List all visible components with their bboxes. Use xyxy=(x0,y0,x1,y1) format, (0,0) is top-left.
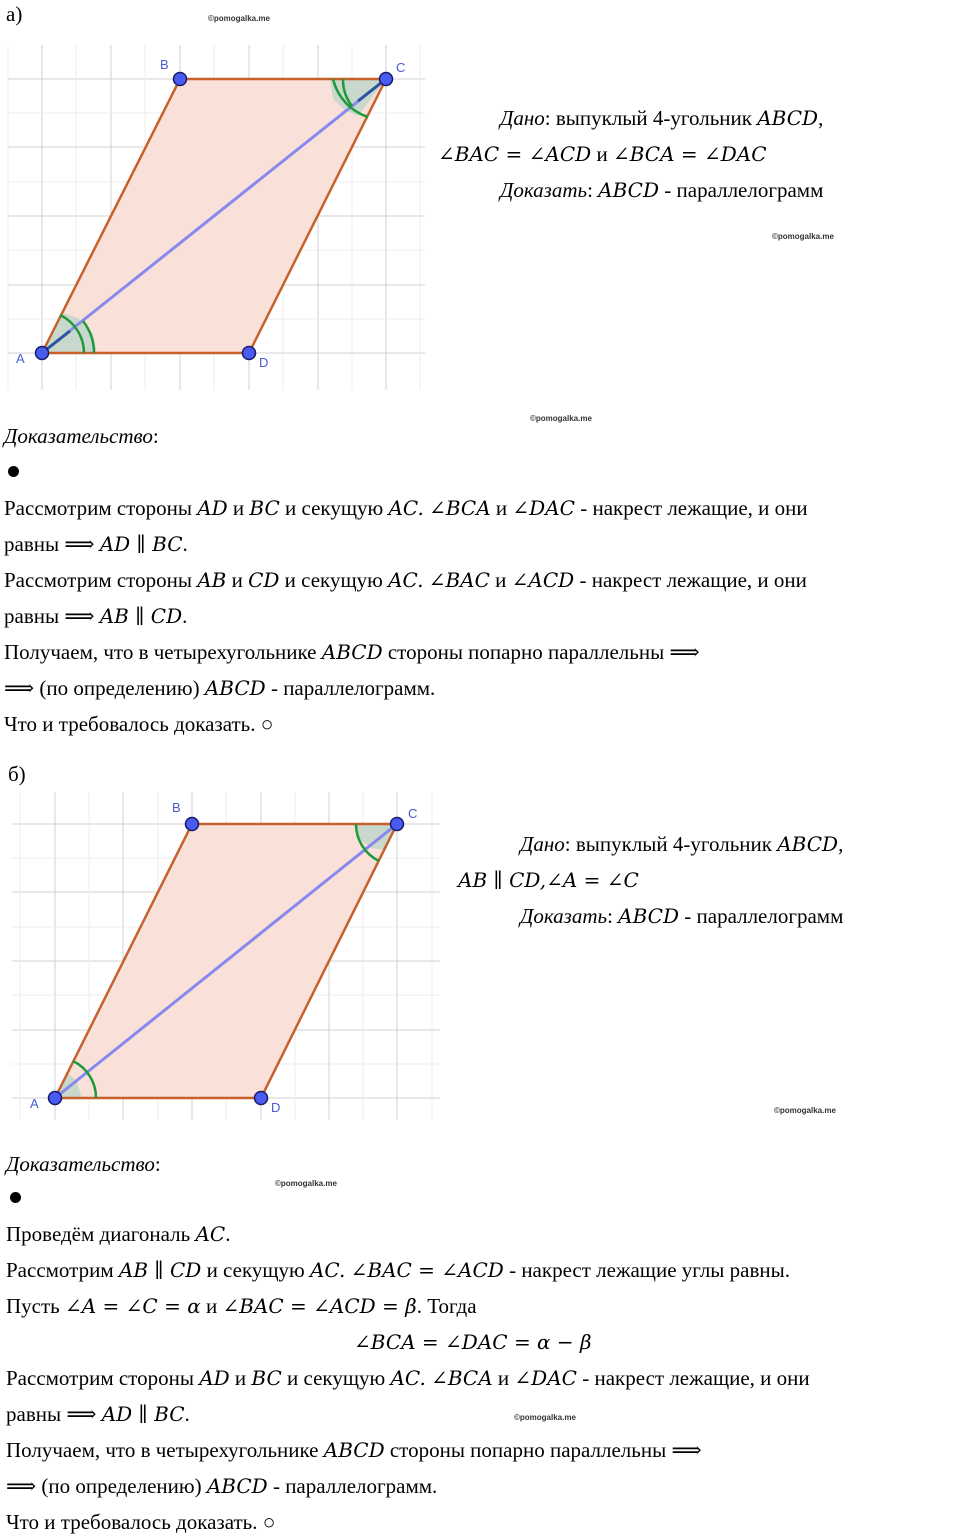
text-segment: - накрест лежащие, и они xyxy=(574,496,808,520)
text-segment: Получаем, что в четырехугольнике xyxy=(4,640,322,664)
text-segment: равны ⟹ xyxy=(4,604,100,628)
part-b-prove xyxy=(520,898,843,934)
text-segment: : xyxy=(587,178,599,202)
math-expression: AD xyxy=(197,496,228,520)
part-a-prove xyxy=(500,172,823,208)
part-a-line-3 xyxy=(4,562,807,598)
text-segment: , xyxy=(838,832,844,856)
text-segment: : xyxy=(152,424,159,448)
text-segment: и xyxy=(229,1366,252,1390)
math-expression: ∠DAC xyxy=(512,496,575,520)
math-expression: CD xyxy=(248,568,280,592)
part-a-line-2 xyxy=(4,526,188,562)
math-expression: AB ∥ CD xyxy=(118,1258,202,1282)
math-expression: ∠ACD xyxy=(511,568,575,592)
math-expression: ∠DAC xyxy=(514,1366,577,1390)
text-segment: Проведём диагональ xyxy=(6,1222,196,1246)
figure-b-point-d xyxy=(255,1092,268,1105)
text-segment: стороны попарно параллельны ⟹ xyxy=(384,1438,702,1462)
math-expression: AC xyxy=(195,1222,226,1246)
part-a-given-line2 xyxy=(438,136,767,172)
text-segment: : выпуклый 4-угольник xyxy=(544,106,758,130)
math-expression: AC. xyxy=(388,496,424,520)
text-segment: . xyxy=(184,1402,190,1426)
part-b-bullet xyxy=(10,1192,21,1203)
math-expression: ∠BAC = ∠ACD xyxy=(350,1258,504,1282)
text-segment: - накрест лежащие углы равны. xyxy=(503,1258,791,1282)
text-segment: и xyxy=(490,496,513,520)
figure-b-label-d: D xyxy=(271,1100,281,1115)
text-segment: Доказательство xyxy=(6,1152,155,1176)
part-b-proof-label xyxy=(6,1146,161,1182)
math-expression: AC. xyxy=(390,1366,426,1390)
math-expression: ∠BCA xyxy=(429,496,491,520)
part-b-line-6 xyxy=(6,1396,190,1432)
math-expression: AB xyxy=(197,568,227,592)
figure-a-point-d xyxy=(243,347,256,360)
text-segment: равны ⟹ xyxy=(4,532,100,556)
text-segment: - накрест лежащие, и они xyxy=(574,568,807,592)
math-expression: ABCD xyxy=(757,106,819,130)
math-expression: ∠BCA = ∠DAC xyxy=(612,142,767,166)
text-segment: Рассмотрим стороны xyxy=(6,1366,200,1390)
text-segment: Дано xyxy=(500,106,545,130)
figure-a-point-a xyxy=(36,347,49,360)
text-segment: Получаем, что в четырехугольнике xyxy=(6,1438,324,1462)
part-b-line-5 xyxy=(6,1360,810,1396)
math-expression: ∠BAC xyxy=(428,568,490,592)
figure-a-point-c xyxy=(380,73,393,86)
text-segment: Что и требовалось доказать. ○ xyxy=(6,1510,276,1534)
figure-a-label-b: B xyxy=(160,57,169,72)
part-a-label: а) xyxy=(6,2,23,26)
text-segment: Доказать xyxy=(500,178,588,202)
text-segment: стороны попарно параллельны ⟹ xyxy=(382,640,700,664)
figure-b-label-a: A xyxy=(30,1096,39,1111)
figure-b-label-b: B xyxy=(172,800,181,815)
text-segment: и xyxy=(591,142,613,166)
text-segment: и секущую xyxy=(201,1258,310,1282)
part-b-line-9 xyxy=(6,1504,275,1540)
math-expression: AB ∥ CD xyxy=(99,604,183,628)
figure-a-point-b xyxy=(174,73,187,86)
math-expression: ABCD xyxy=(321,640,383,664)
part-a-line-7 xyxy=(4,706,273,742)
math-expression: AD ∥ BC xyxy=(99,532,183,556)
math-expression: ∠A = ∠C = α xyxy=(65,1294,201,1318)
text-segment: , xyxy=(818,106,824,130)
figure-b-point-a xyxy=(49,1092,62,1105)
text-segment: Рассмотрим стороны xyxy=(4,568,198,592)
text-segment: и xyxy=(489,568,512,592)
text-segment: - параллелограмм. xyxy=(267,1474,438,1498)
text-segment: : xyxy=(154,1152,161,1176)
watermark: ©pomogalka.me xyxy=(530,414,592,423)
math-expression: AC. xyxy=(388,568,424,592)
text-segment: Рассмотрим xyxy=(6,1258,119,1282)
math-expression: AD xyxy=(199,1366,230,1390)
math-expression: ABCD xyxy=(323,1438,385,1462)
part-b-given xyxy=(520,826,843,862)
part-a-line-6 xyxy=(4,670,435,706)
part-b-line-4 xyxy=(354,1324,592,1360)
text-segment: и xyxy=(227,496,250,520)
watermark: ©pomogalka.me xyxy=(774,1106,836,1115)
text-segment: - параллелограмм xyxy=(679,904,844,928)
watermark: ©pomogalka.me xyxy=(275,1179,337,1188)
part-b-line-8 xyxy=(6,1468,437,1504)
text-segment: Что и требовалось доказать. ○ xyxy=(4,712,274,736)
text-segment: Доказательство xyxy=(4,424,153,448)
text-segment: и xyxy=(200,1294,223,1318)
text-segment: Дано xyxy=(520,832,565,856)
figure-b-point-b xyxy=(186,818,199,831)
math-expression: BC xyxy=(251,1366,282,1390)
math-expression: ABCD xyxy=(598,178,660,202)
text-segment: - параллелограмм xyxy=(659,178,824,202)
part-a-line-4 xyxy=(4,598,187,634)
part-a-line-5 xyxy=(4,634,700,670)
text-segment: - параллелограмм. xyxy=(265,676,436,700)
part-a-line-1 xyxy=(4,490,808,526)
watermark: ©pomogalka.me xyxy=(208,14,270,23)
math-expression: ∠BAC = ∠ACD = β xyxy=(222,1294,417,1318)
math-expression: ∠BAC = ∠ACD xyxy=(438,142,592,166)
figure-b-parallelogram xyxy=(0,790,445,1125)
figure-a-label-c: C xyxy=(396,60,406,75)
watermark: ©pomogalka.me xyxy=(772,232,834,241)
part-b-line-3 xyxy=(6,1288,477,1324)
part-a-given xyxy=(500,100,823,136)
math-expression: ∠BCA = ∠DAC = α − β xyxy=(354,1330,592,1354)
text-segment: и секущую xyxy=(279,496,389,520)
math-expression: BC xyxy=(249,496,280,520)
part-b-label: б) xyxy=(8,762,26,786)
watermark: ©pomogalka.me xyxy=(514,1413,576,1422)
figure-a-parallelogram xyxy=(0,0,430,395)
text-segment: Доказать xyxy=(520,904,608,928)
part-b-line-7 xyxy=(6,1432,702,1468)
math-expression: AC. xyxy=(309,1258,346,1282)
text-segment: . xyxy=(225,1222,231,1246)
text-segment: : xyxy=(607,904,619,928)
part-a-proof-label xyxy=(4,418,159,454)
text-segment: равны ⟹ xyxy=(6,1402,102,1426)
part-a-bullet xyxy=(8,466,19,477)
text-segment: - накрест лежащие, и они xyxy=(576,1366,810,1390)
text-segment: . Тогда xyxy=(416,1294,477,1318)
math-expression: ABCD xyxy=(206,1474,268,1498)
text-segment: ⟹ (по определению) xyxy=(4,676,205,700)
part-b-line-2 xyxy=(6,1252,790,1288)
math-expression: ABCD xyxy=(204,676,266,700)
text-segment: и секущую xyxy=(279,568,389,592)
math-expression: ABCD xyxy=(618,904,680,928)
text-segment: и секущую xyxy=(281,1366,391,1390)
math-expression: AD ∥ BC xyxy=(101,1402,185,1426)
text-segment: и xyxy=(492,1366,515,1390)
text-segment: Пусть xyxy=(6,1294,65,1318)
text-segment: . xyxy=(182,532,188,556)
figure-a-label-d: D xyxy=(259,355,269,370)
text-segment: Рассмотрим стороны xyxy=(4,496,198,520)
math-expression: AB ∥ CD,∠A = ∠C xyxy=(458,868,639,892)
text-segment: . xyxy=(182,604,188,628)
figure-a-label-a: A xyxy=(16,351,25,366)
figure-b-point-c xyxy=(391,818,404,831)
text-segment: : выпуклый 4-угольник xyxy=(564,832,778,856)
part-b-line-1 xyxy=(6,1216,230,1252)
text-segment: ⟹ (по определению) xyxy=(6,1474,207,1498)
part-b-given-line2 xyxy=(458,862,639,898)
math-expression: ABCD xyxy=(777,832,839,856)
text-segment: и xyxy=(226,568,249,592)
math-expression: ∠BCA xyxy=(431,1366,493,1390)
figure-b-label-c: C xyxy=(408,806,418,821)
